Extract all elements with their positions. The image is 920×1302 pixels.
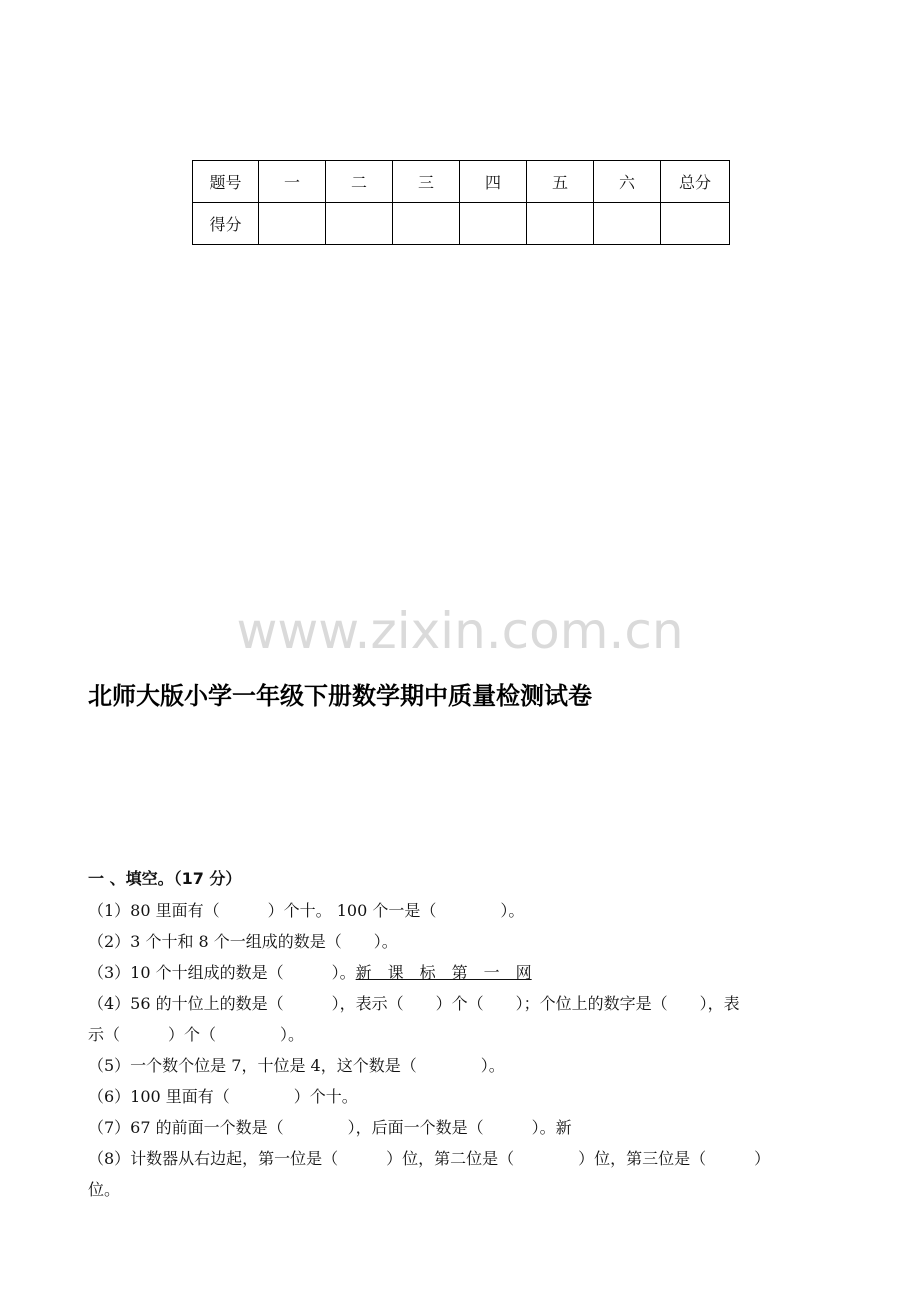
header-cell-3: 三 <box>393 161 460 203</box>
question-8-line-2: 位。 <box>88 1180 121 1199</box>
header-cell-5: 五 <box>527 161 594 203</box>
score-cell-2[interactable] <box>326 203 393 245</box>
question-6: （6）100 里面有（ ）个十。 <box>88 1087 358 1106</box>
score-table <box>192 160 730 245</box>
question-5: （5）一个数个位是 7，十位是 4，这个数是（ ）。 <box>88 1056 505 1075</box>
page-title: 北师大版小学一年级下册数学期中质量检测试卷 <box>88 682 592 710</box>
score-cell-6[interactable] <box>594 203 661 245</box>
question-2: （2）3 个十和 8 个一组成的数是（ ）。 <box>88 932 398 951</box>
score-row-label: 得分 <box>193 203 259 245</box>
header-cell-1: 一 <box>259 161 326 203</box>
header-cell-total: 总分 <box>661 161 730 203</box>
score-cell-3[interactable] <box>393 203 460 245</box>
question-3 <box>88 960 532 983</box>
score-table-score-row <box>193 203 730 245</box>
question-8-line-1: （8）计数器从右边起，第一位是（ ）位，第二位是（ ）位，第三位是（ ） <box>88 1149 771 1168</box>
header-cell-2: 二 <box>326 161 393 203</box>
header-cell-6: 六 <box>594 161 661 203</box>
score-cell-4[interactable] <box>460 203 527 245</box>
question-3-text: （3）10 个十组成的数是（ ）。 <box>88 963 356 982</box>
watermark: www.zixin.com.cn <box>236 602 684 660</box>
score-cell-1[interactable] <box>259 203 326 245</box>
question-4-line-1: （4）56 的十位上的数是（ ），表示（ ）个（ ）；个位上的数字是（ ），表 <box>88 994 740 1013</box>
question-4-line-2: 示（ ）个（ ）。 <box>88 1025 305 1044</box>
section-heading: 一 、填空。（17 分） <box>88 869 242 888</box>
site-link[interactable]: 新 课 标 第 一 网 <box>355 963 532 982</box>
score-table-header-row <box>193 161 730 203</box>
question-7: （7）67 的前面一个数是（ ），后面一个数是（ ）。新 <box>88 1118 572 1137</box>
question-1: （1）80 里面有（ ）个十。 100 个一是（ ）。 <box>88 901 525 920</box>
header-cell-label: 题号 <box>193 161 259 203</box>
score-cell-5[interactable] <box>527 203 594 245</box>
score-cell-total[interactable] <box>661 203 730 245</box>
header-cell-4: 四 <box>460 161 527 203</box>
